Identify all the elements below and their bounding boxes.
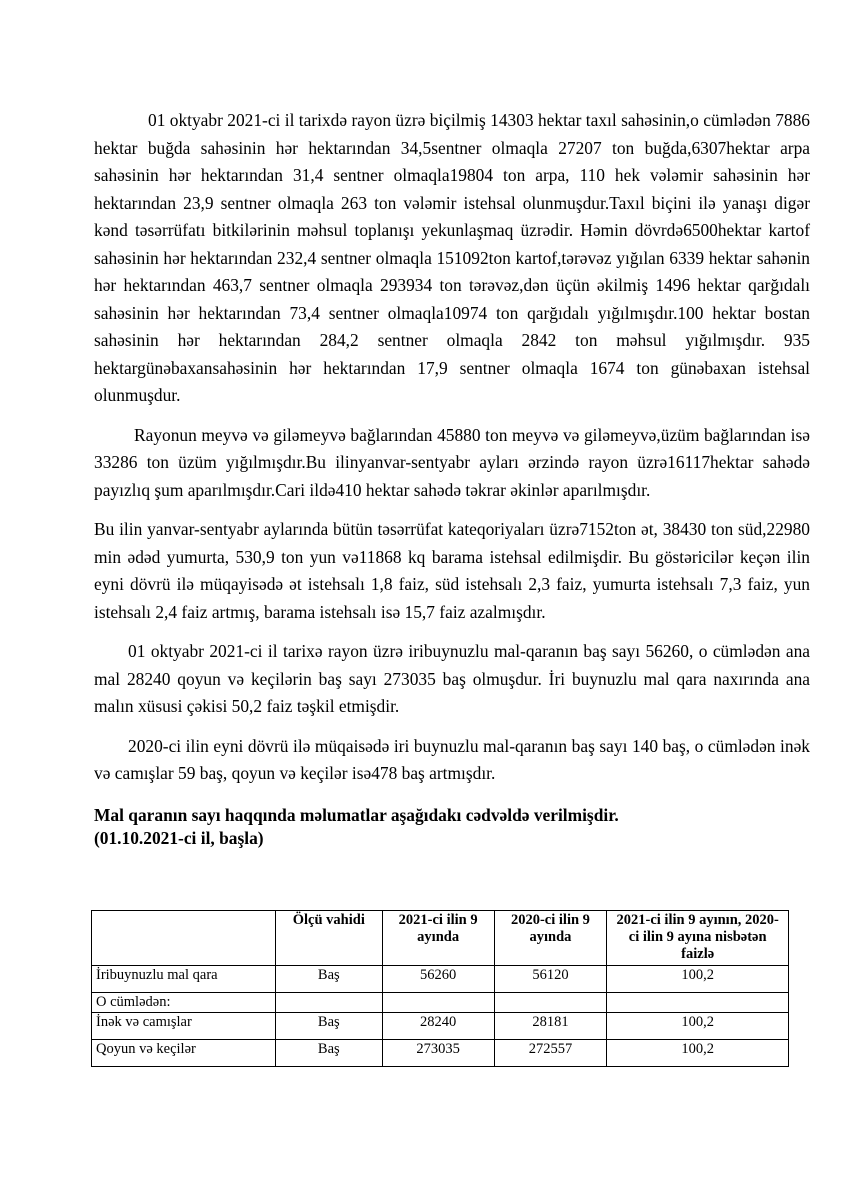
row-value-2021	[382, 993, 494, 1013]
paragraph-cattle-count: 01 oktyabr 2021-ci il tarixə rayon üzrə iribuynuzlu mal-qaranın baş sayı 56260, o cümlədən ana mal 28240 qoyun və keçilərin baş sayı 273035 baş olmuşdur. İri buynuzlu mal qara naxırında ana malın xüsusi çəkisi 50,2 faiz təşkil etmişdir.	[94, 641, 810, 716]
table-row	[92, 1040, 789, 1067]
table-row	[92, 1013, 789, 1040]
table-row	[92, 993, 789, 1013]
row-value-2020: 56120	[494, 966, 607, 993]
row-unit: Baş	[275, 1040, 382, 1067]
table-heading-line1: Mal qaranın sayı haqqında məlumatlar aşağıdakı cədvəldə verilmişdir.	[94, 804, 619, 825]
row-percent: 100,2	[607, 966, 789, 993]
table-heading-line2: (01.10.2021-ci il, başla)	[94, 827, 264, 848]
row-value-2020: 28181	[494, 1013, 607, 1040]
row-percent: 100,2	[607, 1013, 789, 1040]
row-unit	[275, 993, 382, 1013]
paragraph-comparison: 2020-ci ilin eyni dövrü ilə müqaisədə iri buynuzlu mal-qaranın baş sayı 140 baş, o cümlədən inək və camışlar 59 baş, qoyun və keçilər isə478 baş artmışdır.	[94, 735, 810, 783]
row-label: İribuynuzlu mal qara	[92, 966, 276, 993]
header-cell-2021: 2021-ci ilin 9 ayında	[382, 911, 494, 966]
row-value-2020: 272557	[494, 1040, 607, 1067]
header-cell-percent: 2021-ci ilin 9 ayının, 2020-ci ilin 9 ayına nisbətən faizlə	[607, 911, 789, 966]
header-cell-empty	[92, 911, 276, 966]
row-unit: Baş	[275, 1013, 382, 1040]
livestock-table	[91, 910, 789, 1067]
row-percent: 100,2	[607, 1040, 789, 1067]
document-page	[94, 107, 810, 1057]
row-value-2021: 56260	[382, 966, 494, 993]
paragraph-orchards: Rayonun meyvə və giləmeyvə bağlarından 45880 ton meyvə və giləmeyvə,üzüm bağlarından isə 33286 ton üzüm yığılmışdır.Bu ilinyanvar-sentyabr ayları ərzində rayon üzrə16117hektar sahədə payızlıq şum aparılmışdır.Cari ildə410 hektar sahədə təkrar əkinlər aparılmışdır.	[94, 424, 810, 500]
row-value-2021: 273035	[382, 1040, 494, 1067]
row-label: İnək və camışlar	[92, 1013, 276, 1040]
paragraph-livestock-products: Bu ilin yanvar-sentyabr aylarında bütün təsərrüfat kateqoriyaları üzrə7152ton ət, 38430 ton süd,22980 min ədəd yumurta, 530,9 ton yun və11868 kq barama istehsal edilmişdir. Bu göstəricilər keçən ilin eyni dövrü ilə müqayisədə ət istehsalı 1,8 faiz, süd istehsalı 2,3 faiz, yumurta istehsalı 7,3 faiz, yun istehsalı 2,4 faiz artmış, barama istehsalı isə 15,7 faiz azalmışdır.	[94, 519, 810, 622]
row-percent	[607, 993, 789, 1013]
paragraph-grain-harvest: 01 oktyabr 2021-ci il tarixdə rayon üzrə biçilmiş 14303 hektar taxıl sahəsinin,o cümlədən 7886 hektar buğda sahəsinin hər hektarından 34,5sentner olmaqla 27207 ton buğda,6307hektar arpa sahəsinin hər hektarından 31,4 sentner olmaqla19804 ton arpa, 110 hek vələmir sahəsinin hər hektarından 23,9 sentner olmaqla 263 ton vələmir istehsal olunmuşdur.Taxıl biçini ilə yanaşı digər kənd təsərrüfatı bitkilərinin məhsul toplanışı yekunlaşmaq üzrədir. Həmin dövrdə6500hektar kartof sahəsinin hər hektarından 232,4 sentner olmaqla 151092ton kartof,tərəvəz yığılan 6339 hektar sahənin hər hektarından 463,7 sentner olmaqla 293934 ton tərəvəz,dən üçün əkilmiş 1496 hektar qarğıdalı sahəsinin hər hektarından 73,4 sentner olmaqla10974 ton qarğıdalı yığılmışdır.100 hektar bostan sahəsinin hər hektarından 284,2 sentner olmaqla 2842 ton məhsul yığılmışdır. 935 hektargünəbaxansahəsinin hər hektarından 17,9 sentner olmaqla 1674 ton günəbaxan istehsal olunmuşdur.	[94, 110, 810, 405]
table-row	[92, 966, 789, 993]
row-label: O cümlədən:	[92, 993, 276, 1013]
table-header-row	[92, 911, 789, 966]
row-value-2021: 28240	[382, 1013, 494, 1040]
table-heading	[94, 804, 810, 850]
header-cell-unit: Ölçü vahidi	[275, 911, 382, 966]
row-unit: Baş	[275, 966, 382, 993]
row-value-2020	[494, 993, 607, 1013]
header-cell-2020: 2020-ci ilin 9 ayında	[494, 911, 607, 966]
row-label: Qoyun və keçilər	[92, 1040, 276, 1067]
